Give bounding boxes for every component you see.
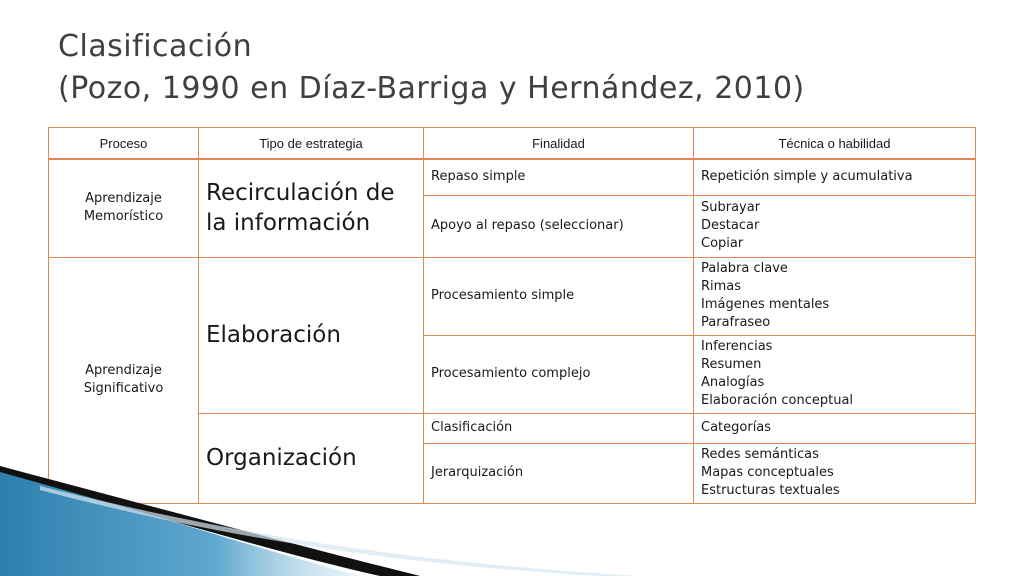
title-line-1: Clasificación bbox=[58, 29, 253, 64]
proceso-memoristico-line1: Aprendizaje bbox=[85, 191, 162, 207]
proceso-significativo-line2: Significativo bbox=[83, 381, 164, 396]
finalidad-cell: Repaso simple bbox=[424, 159, 694, 195]
tecnica-item: Resumen bbox=[701, 357, 762, 372]
proceso-significativo-line1: Aprendizaje bbox=[85, 363, 162, 378]
tipo-elaboracion-cell: Elaboración bbox=[199, 257, 424, 413]
tecnica-cell bbox=[694, 257, 976, 335]
slide-title bbox=[58, 26, 998, 110]
table-row bbox=[49, 159, 976, 195]
tecnica-item: Categorías bbox=[701, 420, 772, 435]
tecnica-item: Estructuras textuales bbox=[701, 483, 840, 498]
tecnica-item: Mapas conceptuales bbox=[701, 465, 834, 480]
tecnica-item: Elaboración conceptual bbox=[701, 393, 854, 408]
strategy-table bbox=[48, 127, 976, 504]
finalidad-cell: Procesamiento complejo bbox=[424, 335, 694, 413]
proceso-memoristico-cell bbox=[49, 159, 199, 257]
finalidad-cell: Clasificación bbox=[424, 413, 694, 443]
tipo-recirculacion-cell bbox=[199, 159, 424, 257]
header-tipo-estrategia: Tipo de estrategia bbox=[199, 128, 424, 160]
tecnica-item: Copiar bbox=[701, 236, 744, 251]
tecnica-item: Inferencias bbox=[701, 339, 773, 354]
tecnica-item: Rimas bbox=[701, 279, 742, 294]
finalidad-cell: Jerarquización bbox=[424, 443, 694, 503]
header-finalidad: Finalidad bbox=[424, 128, 694, 160]
tipo-organizacion-cell: Organización bbox=[199, 413, 424, 503]
tipo-recirculacion-line1: Recirculación de bbox=[206, 180, 395, 207]
table-row bbox=[49, 257, 976, 335]
tipo-recirculacion-line2: la información bbox=[206, 210, 371, 237]
tecnica-cell bbox=[694, 443, 976, 503]
tecnica-cell bbox=[694, 335, 976, 413]
proceso-memoristico-line2: Memorístico bbox=[83, 209, 164, 225]
tecnica-item: Palabra clave bbox=[701, 261, 788, 276]
tecnica-cell bbox=[694, 195, 976, 257]
header-proceso: Proceso bbox=[49, 128, 199, 160]
finalidad-cell: Apoyo al repaso (seleccionar) bbox=[424, 195, 694, 257]
tecnica-item: Redes semánticas bbox=[701, 447, 819, 462]
tecnica-item: Destacar bbox=[701, 218, 760, 233]
title-line-2: (Pozo, 1990 en Díaz-Barriga y Hernández, 2010) bbox=[58, 71, 805, 106]
header-tecnica: Técnica o habilidad bbox=[694, 128, 976, 160]
tecnica-item: Analogías bbox=[701, 375, 765, 390]
tecnica-item: Repetición simple y acumulativa bbox=[701, 169, 913, 185]
header-row bbox=[49, 128, 976, 160]
tecnica-cell bbox=[694, 159, 976, 195]
tecnica-cell bbox=[694, 413, 976, 443]
tecnica-item: Subrayar bbox=[701, 200, 761, 215]
tecnica-item: Parafraseo bbox=[701, 315, 771, 330]
decorative-swoosh bbox=[0, 466, 640, 576]
tecnica-item: Imágenes mentales bbox=[701, 297, 830, 312]
finalidad-cell: Procesamiento simple bbox=[424, 257, 694, 335]
